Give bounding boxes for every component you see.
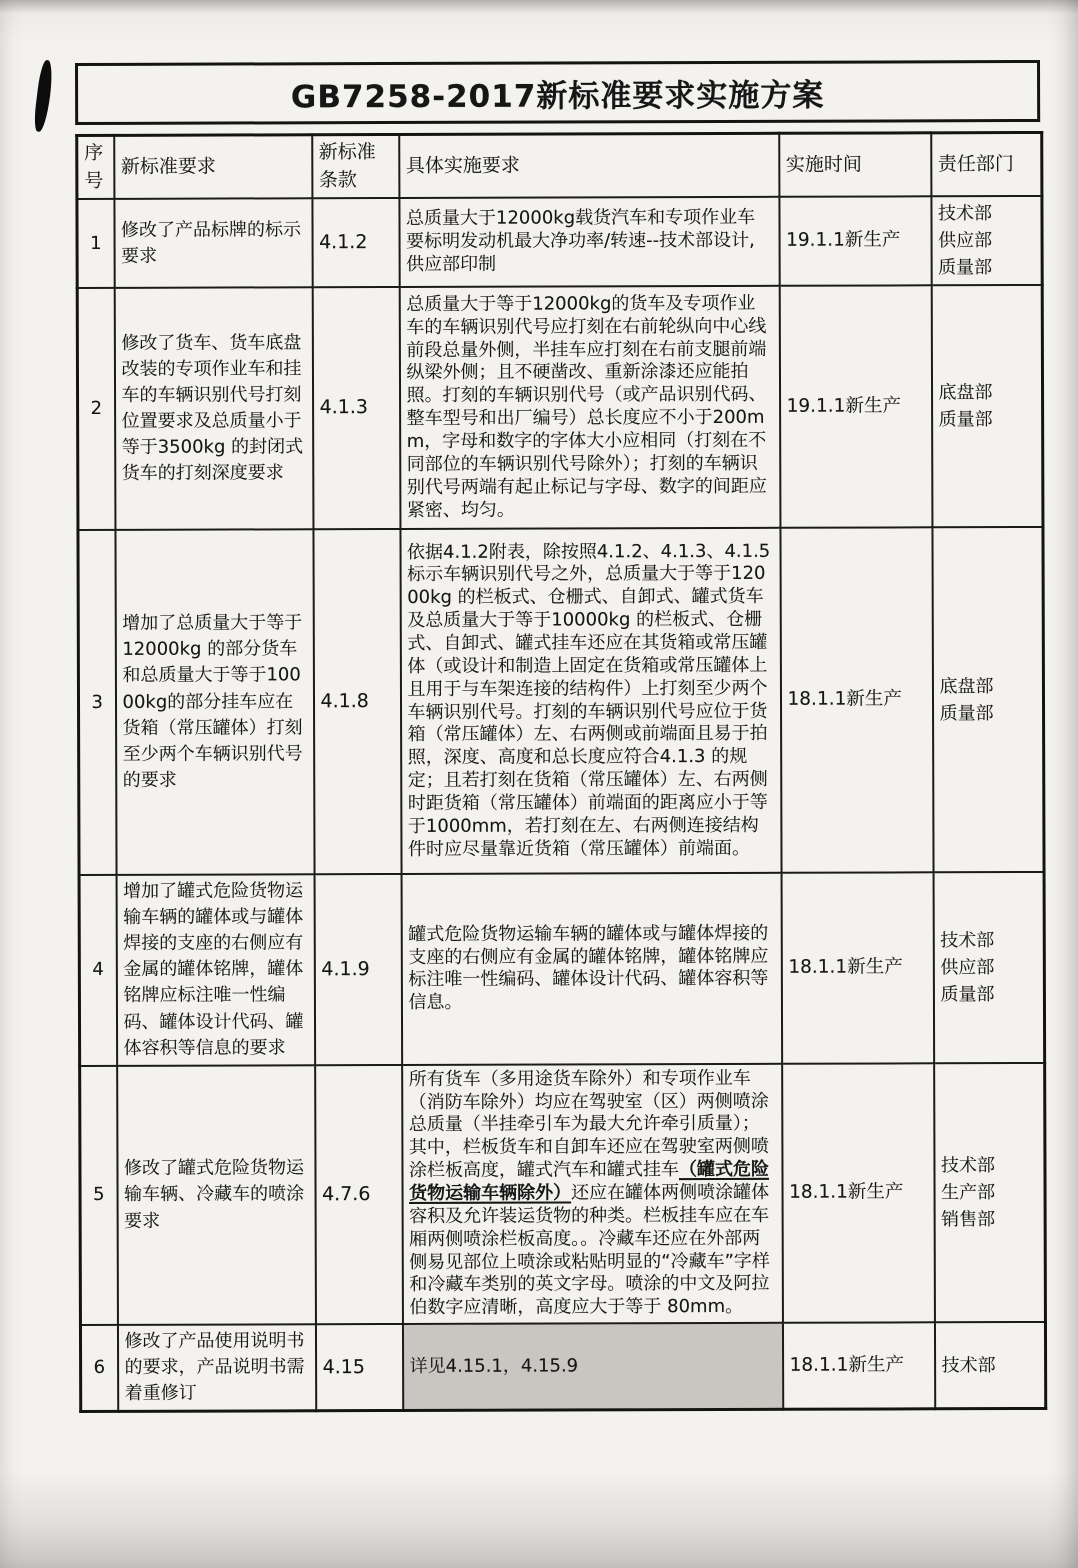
cell-no: 3 — [78, 530, 116, 875]
cell-clause: 4.1.8 — [313, 529, 401, 874]
implementation-underlined-text: （罐式危险货物运输车辆除外） — [409, 1159, 770, 1205]
implementation-text: 还应在罐体两侧喷涂罐体容积及允许装运货物的种类。栏板挂车应在车厢两侧喷涂栏板高度。。冷藏车还应在外部两侧易见部位上喷涂或粘贴明显的“冷藏车”字样和冷藏车类别的英文字母。喷涂的中文及阿拉伯数字应清晰，高度应大于等于 80mm。 — [409, 1181, 770, 1319]
cell-time: 18.1.1新生产 — [780, 527, 933, 872]
cell-department: 底盘部 质量部 — [932, 527, 1044, 872]
cell-implementation — [402, 1064, 783, 1325]
cell-requirement: 增加了总质量大于等于12000kg 的部分货车和总质量大于等于10000kg的部分挂车应在货箱（常压罐体）打刻至少两个车辆识别代号的要求 — [115, 529, 314, 875]
cell-clause: 4.1.2 — [312, 198, 399, 287]
cell-department: 底盘部 质量部 — [931, 285, 1043, 527]
cell-no: 4 — [79, 875, 117, 1066]
header-cell-department: 责任部门 — [931, 132, 1042, 196]
cell-no: 2 — [77, 288, 115, 530]
cell-time: 19.1.1新生产 — [779, 285, 932, 527]
cell-clause: 4.1.9 — [314, 874, 402, 1065]
cell-time: 19.1.1新生产 — [779, 196, 931, 285]
header-cell-clause: 新标准条款 — [312, 134, 399, 198]
cell-time: 18.1.1新生产 — [781, 872, 934, 1063]
cell-time: 18.1.1新生产 — [782, 1063, 935, 1323]
cell-clause: 4.15 — [315, 1324, 402, 1411]
implementation-plan-table — [75, 131, 1047, 1414]
cell-implementation: 总质量大于12000kg载货汽车和专项作业车要标明发动机最大净功率/转速--技术部设计, 供应部印制 — [399, 197, 779, 287]
cell-implementation: 总质量大于等于12000kg的货车及专项作业车的车辆识别代号应打刻在右前轮纵向中心线前段总量外侧，半挂车应打刻在右前支腿前端纵梁外侧；且不硬凿改、重新涂漆还应能拍照。打刻的车辆识别代号（或产品识别代码、整车型号和出厂编号）总长度应不小于200mm，字母和数字的字体大小应相同（打刻在不同部位的车辆识别代号除外）；打刻的车辆识别代号两端有起止标记与字母、数字的间距应紧密、均匀。 — [399, 286, 780, 529]
cell-implementation: 罐式危险货物运输车辆的罐体或与罐体焊接的支座的右侧应有金属的罐体铭牌，罐体铭牌应标注唯一性编码、罐体设计代码、罐体容积等信息。 — [401, 873, 782, 1065]
cell-implementation: 依据4.1.2附表，除按照4.1.2、4.1.3、4.1.5标示车辆识别代号之外，总质量大于等于12000kg 的栏板式、仓栅式、自卸式、罐式货车及总质量大于等于10000kg 的栏板式、仓栅式、自卸式、罐式挂车还应在其货箱或常压罐体（或设计和制造上固定在货箱或常压罐体上且用于与车架连接的结构件）上打刻至少两个车辆识别代号。打刻的车辆识别代号应位于货箱（常压罐体）左、右两侧或前端面且易于拍照，深度、高度和总长度应符合4.1.3 的规定；且若打刻在货箱（常压罐体）左、右两侧时距货箱（常压罐体）前端面的距离应小于等于1000mm，若打刻在左、右两侧连接结构件时应尽量靠近货箱（常压罐体）前端面。 — [400, 528, 781, 874]
cell-department: 技术部 供应部 质量部 — [933, 872, 1045, 1063]
cell-no: 5 — [80, 1066, 118, 1326]
cell-department: 技术部 生产部 销售部 — [934, 1063, 1046, 1323]
cell-requirement: 修改了产品标牌的标示要求 — [114, 198, 312, 288]
cell-department: 技术部 供应部 质量部 — [931, 196, 1042, 285]
cell-clause: 4.1.3 — [312, 287, 400, 529]
cell-clause: 4.7.6 — [315, 1065, 403, 1325]
table-row — [77, 196, 1042, 288]
cell-no: 6 — [80, 1325, 117, 1412]
table-header-row — [77, 132, 1042, 199]
document — [75, 60, 1044, 1414]
cell-requirement: 修改了货车、货车底盘改装的专项作业车和挂车的车辆识别代号打刻位置要求及总质量小于等于3500kg 的封闭式货车的打刻深度要求 — [114, 287, 313, 530]
cell-time: 18.1.1新生产 — [782, 1323, 934, 1410]
header-cell-no: 序号 — [77, 135, 114, 199]
cell-implementation: 详见4.15.1，4.15.9 — [402, 1323, 782, 1411]
table-row — [77, 285, 1043, 530]
cell-requirement: 修改了产品使用说明书的要求，产品说明书需着重修订 — [117, 1324, 315, 1411]
table-row — [78, 527, 1044, 875]
table-row — [80, 1322, 1045, 1412]
pen-mark-artifact — [33, 59, 55, 132]
cell-requirement: 修改了罐式危险货物运输车辆、冷藏车的喷涂要求 — [117, 1065, 316, 1325]
header-cell-requirement: 新标准要求 — [114, 135, 312, 199]
table-row — [79, 872, 1045, 1066]
header-cell-time: 实施时间 — [779, 133, 931, 197]
cell-no: 1 — [77, 199, 114, 288]
cell-department: 技术部 — [934, 1322, 1045, 1409]
document-title: GB7258-2017新标准要求实施方案 — [75, 60, 1040, 125]
implementation-text: 所有货车（多用途货车除外）和专项作业车（消防车除外）均应在驾驶室（区）两侧喷涂总质量（半挂牵引车为最大允许牵引质量）；其中，栏板货车和自卸车还应在驾驶室两侧喷涂栏板高度，罐式汽车和罐式挂车 — [408, 1067, 769, 1182]
cell-requirement: 增加了罐式危险货物运输车辆的罐体或与罐体焊接的支座的右侧应有金属的罐体铭牌，罐体铭牌应标注唯一性编码、罐体设计代码、罐体容积等信息的要求 — [116, 874, 315, 1065]
header-cell-implementation: 具体实施要求 — [399, 133, 779, 198]
table-row — [80, 1063, 1046, 1325]
